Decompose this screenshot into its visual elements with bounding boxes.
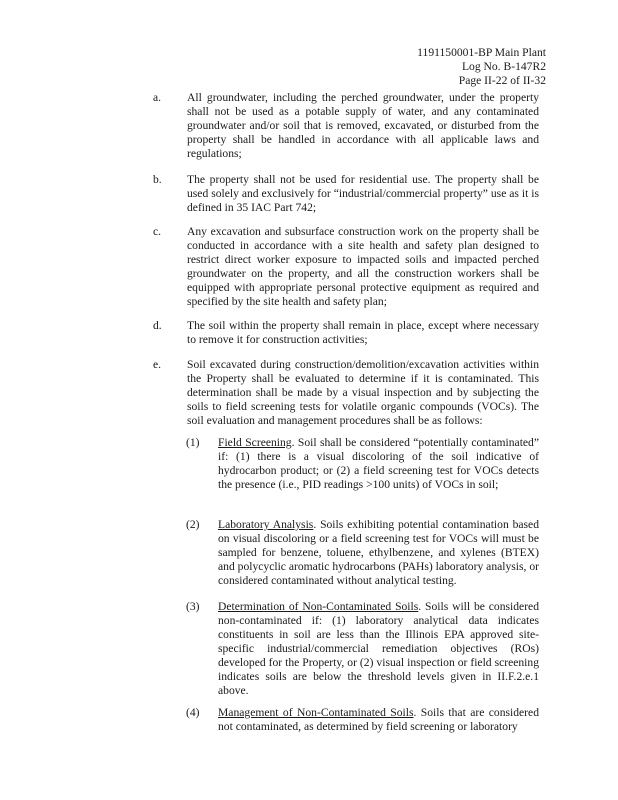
procedure-body: . Soils exhibiting potential contamination based on visual discoloring or a field screening test for VOCs will must be sampled for benzene, toluene, ethylbenzene, and xylenes (BTEX) and polycyclic aromatic hydrocarbons (PAHs) laboratory analysis, or considered contaminated without analytical testing.	[218, 518, 539, 587]
page-number: Page II-22 of II-32	[458, 74, 546, 87]
procedure-text	[218, 600, 539, 698]
item-text: The property shall not be used for residential use. The property shall be used solely and exclusively for “industrial/commercial property” use as it is defined in 35 IAC Part 742;	[187, 173, 539, 214]
item-label: c.	[153, 225, 162, 238]
procedure-text	[218, 706, 539, 734]
item-label: a.	[153, 91, 162, 104]
procedure-title: Determination of Non-Contaminated Soils	[218, 600, 419, 613]
procedure-text	[218, 518, 539, 588]
procedure-text	[218, 436, 539, 492]
procedure-body: . Soils that are considered not contaminated, as determined by field screening or laboratory	[218, 706, 539, 733]
item-label: b.	[153, 173, 162, 186]
procedure-body: . Soils will be considered non-contaminated if: (1) laboratory analytical data indicates constituents in soil are less than the Illinois EPA approved site-specific industrial/commercial remediation objectives (ROs) developed for the Property, or (2) visual inspection or field screening indicates soils are below the threshold levels given in II.F.2.e.1 above.	[218, 600, 539, 697]
procedure-title: Laboratory Analysis	[218, 518, 314, 531]
procedure-body: . Soil shall be considered “potentially contaminated” if: (1) there is a visual discoloring of the soil indicative of hydrocarbon product; or (2) a field screening test for VOCs detects the presence (i.e., PID readings >100 units) of VOCs in soil;	[218, 436, 539, 491]
procedure-number: (4)	[186, 706, 200, 719]
item-text: Any excavation and subsurface construction work on the property shall be conducted in accordance with a site health and safety plan designed to restrict direct worker exposure to impacted soils and impacted perched groundwater on the property, and all the construction workers shall be equipped with appropriate personal protective equipment as required and specified by the site health and safety plan;	[187, 225, 539, 308]
procedure-number: (2)	[186, 518, 200, 531]
item-text: Soil excavated during construction/demolition/excavation activities within the Property shall be evaluated to determine if it is contaminated. This determination shall be made by a visual inspection and by subjecting the soils to field screening tests for volatile organic compounds (VOCs). The soil evaluation and management procedures shall be as follows:	[187, 358, 539, 427]
procedure-number: (3)	[186, 600, 200, 613]
item-text: The soil within the property shall remain in place, except where necessary to remove it for construction activities;	[187, 319, 539, 346]
procedure-number: (1)	[186, 436, 200, 449]
log-number: Log No. B-147R2	[461, 60, 546, 73]
item-text: All groundwater, including the perched groundwater, under the property shall not be used as a potable supply of water, and any contaminated groundwater and/or soil that is removed, excavated, or disturbed from the property shall be handled in accordance with all applicable laws and regulations;	[187, 91, 539, 160]
procedure-title: Field Screening	[218, 436, 292, 449]
item-label: e.	[153, 358, 162, 371]
item-label: d.	[153, 319, 162, 332]
document-id: 1191150001-BP Main Plant	[417, 46, 546, 59]
page-header	[417, 46, 546, 88]
procedure-title: Management of Non-Contaminated Soils	[218, 706, 414, 719]
